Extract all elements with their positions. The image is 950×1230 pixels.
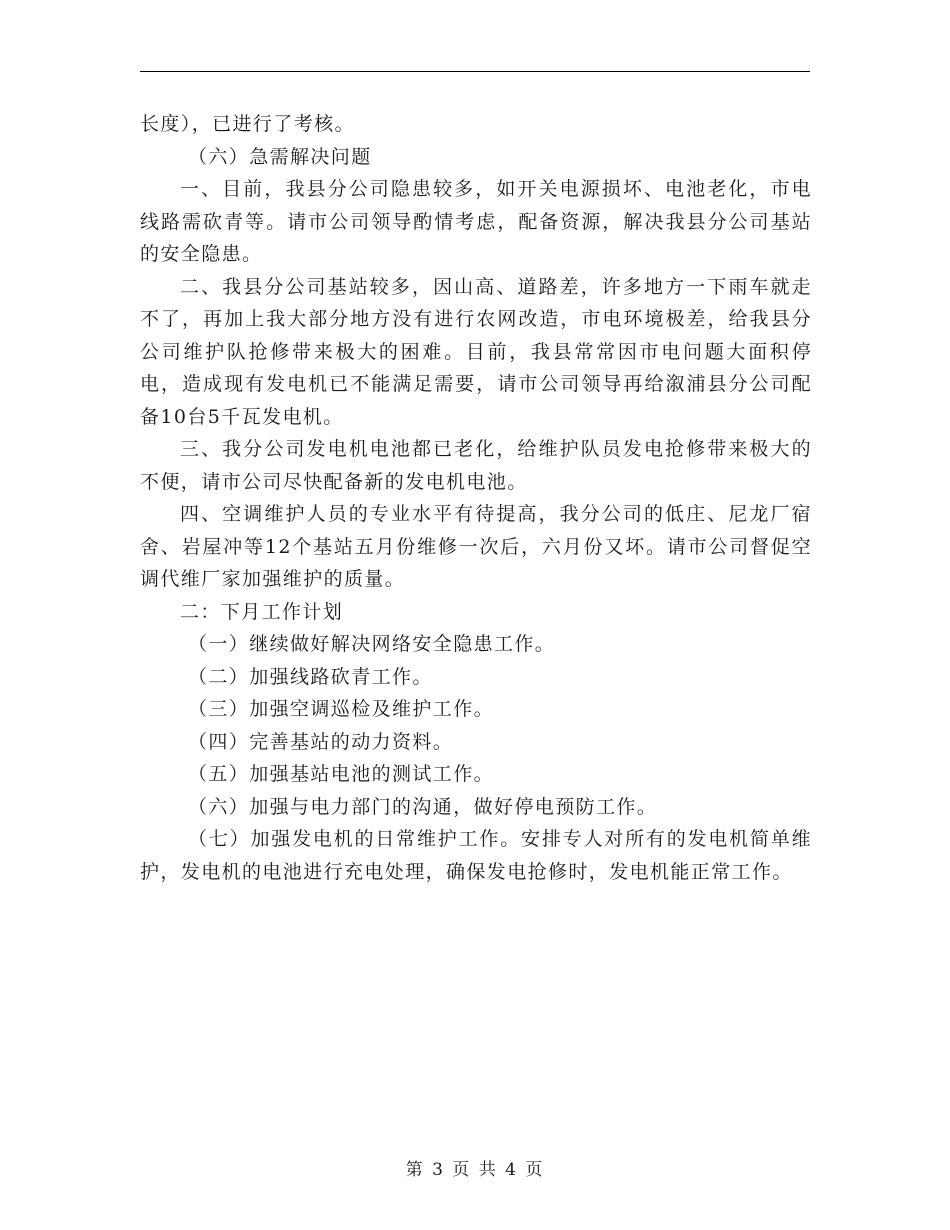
plan-item-7: （七）加强发电机的日常维护工作。安排专人对所有的发电机简单维护，发电机的电池进行充电处理，确保发电抢修时，发电机能正常工作。 [140, 828, 812, 883]
section-heading-next-month-plan: 二：下月工作计划 [180, 600, 344, 623]
plan-item-6: （六）加强与电力部门的沟通，做好停电预防工作。 [188, 795, 658, 818]
plan-item-1: （一）继续做好解决网络安全隐患工作。 [188, 633, 556, 655]
plan-item-4: （四）完善基站的动力资料。 [188, 730, 454, 753]
plan-item-2: （二）加强线路砍青工作。 [188, 665, 433, 688]
page-footer: 第 3 页 共 4 页 [405, 1160, 545, 1180]
plan-item-3: （三）加强空调巡检及维护工作。 [188, 698, 495, 720]
issue-item-4: 四、空调维护人员的专业水平有待提高，我分公司的低庄、尼龙厂宿舍、岩屋冲等12个基站五月份维修一次后，六月份又坏。请市公司督促空调代维厂家加强维护的质量。 [140, 503, 812, 590]
issue-item-2: 二、我县分公司基站较多，因山高、道路差，许多地方一下雨车就走不了，再加上我大部分地方没有进行农网改造，市电环境极差，给我县分公司维护队抢修带来极大的困难。目前，我县常常因市电问题大面积停电，造成现有发电机已不能满足需要，请市公司领导再给溆浦县分公司配备10台5千瓦发电机。 [140, 275, 812, 428]
header-rule [140, 71, 810, 72]
issue-item-3: 三、我分公司发电机电池都已老化，给维护队员发电抢修带来极大的不便，请市公司尽快配备新的发电机电池。 [140, 438, 812, 493]
issue-item-1: 一、目前，我县分公司隐患较多，如开关电源损坏、电池老化，市电线路需砍青等。请市公司领导酌情考虑，配备资源，解决我县分公司基站的安全隐患。 [140, 178, 812, 265]
document-body [140, 108, 812, 888]
section-heading-urgent-issues: （六）急需解决问题 [188, 145, 372, 168]
paragraph-continuation: 长度），已进行了考核。 [140, 113, 355, 135]
plan-item-5: （五）加强基站电池的测试工作。 [188, 763, 495, 785]
